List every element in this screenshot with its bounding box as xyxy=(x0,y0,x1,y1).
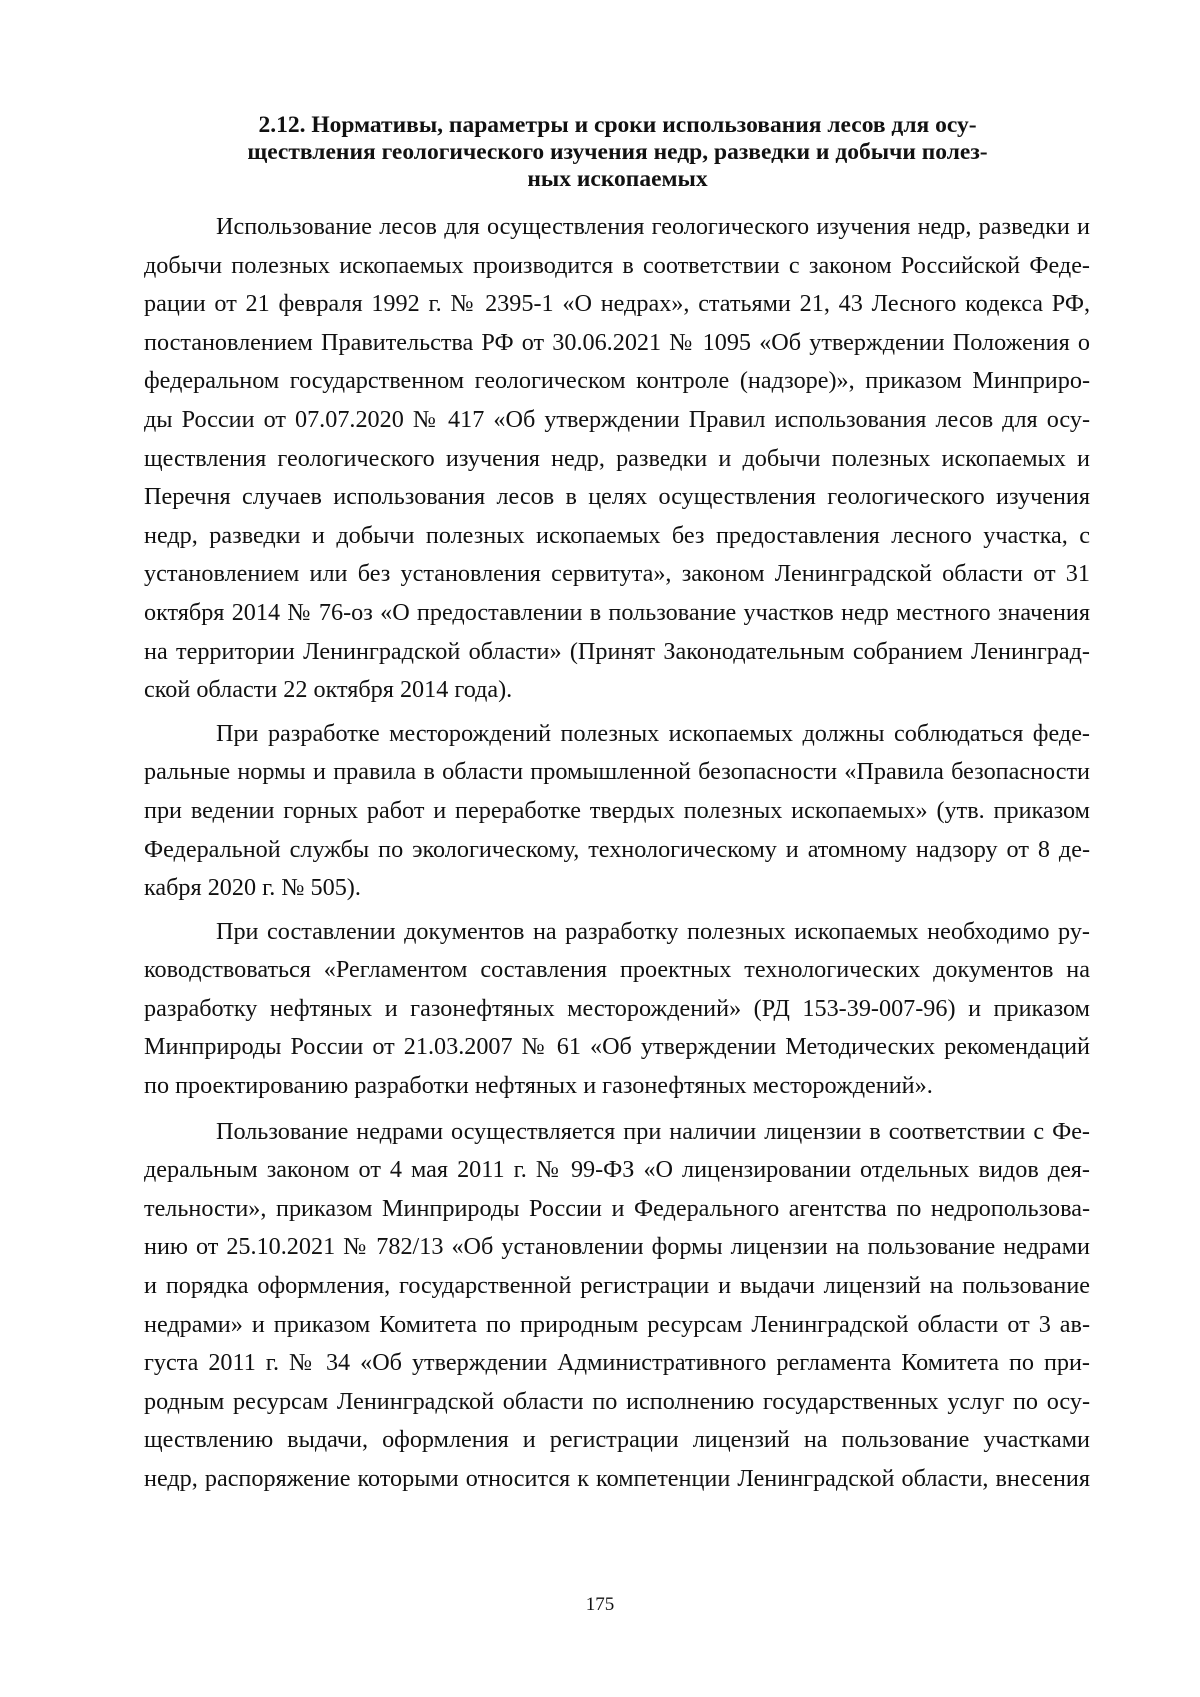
text-line: при ведении горных работ и переработке твердых полезных ископаемых» (утв. приказом xyxy=(144,796,1090,824)
page-number: 175 xyxy=(585,1594,615,1615)
text-line: и порядка оформления, государственной регистрации и выдачи лицензий на пользование xyxy=(144,1272,1090,1300)
section-heading-line: 2.12. Нормативы, параметры и сроки использования лесов для осу- xyxy=(258,112,977,138)
text-line: на территории Ленинградской области» (Принят Законодательным собранием Ленинград- xyxy=(144,637,1090,665)
text-line: кабря 2020 г. № 505). xyxy=(144,874,361,902)
body-text xyxy=(144,208,1090,1499)
text-line: недрами» и приказом Комитета по природным ресурсам Ленинградской области от 3 ав- xyxy=(144,1310,1090,1338)
text-line: тельности», приказом Минприроды России и Федерального агентства по недропользова- xyxy=(144,1194,1090,1222)
section-heading-line: ных ископаемых xyxy=(527,166,708,192)
text-line: Пользование недрами осуществляется при наличии лицензии в соответствии с Фе- xyxy=(216,1117,1090,1145)
text-line: недр, разведки и добычи полезных ископаемых без предоставления лесного участка, с xyxy=(144,521,1090,549)
text-line: Минприроды России от 21.03.2007 № 61 «Об утверждении Методических рекомендаций xyxy=(144,1033,1090,1061)
text-line: октября 2014 № 76-оз «О предоставлении в пользование участков недр местного значения xyxy=(144,598,1090,626)
text-line: ществлению выдачи, оформления и регистрации лицензий на пользование участками xyxy=(144,1426,1090,1454)
paragraph-subsoil-licensing xyxy=(144,1113,1090,1499)
text-line: Перечня случаев использования лесов в целях осуществления геологического изучения xyxy=(144,483,1090,511)
text-line: добычи полезных ископаемых производится в соответствии с законом Российской Феде- xyxy=(144,251,1090,279)
text-line: Использование лесов для осуществления геологического изучения недр, разведки и xyxy=(216,213,1090,240)
paragraph-development-documents xyxy=(144,913,1090,1106)
text-line: по проектированию разработки нефтяных и газонефтяных месторождений». xyxy=(144,1072,933,1100)
text-line: постановлением Правительства РФ от 30.06.2021 № 1095 «Об утверждении Положения о xyxy=(144,328,1090,356)
text-line: разработку нефтяных и газонефтяных месторождений» (РД 153-39-007-96) и приказом xyxy=(144,994,1090,1022)
text-line: ководствоваться «Регламентом составления проектных технологических документов на xyxy=(144,956,1090,984)
text-line: деральным законом от 4 мая 2011 г. № 99-ФЗ «О лицензировании отдельных видов дея- xyxy=(144,1156,1090,1184)
paragraph-forest-use-legal-basis xyxy=(144,208,1090,710)
section-heading xyxy=(150,112,1085,193)
paragraph-industrial-safety xyxy=(144,715,1090,908)
text-line: родным ресурсам Ленинградской области по исполнению государственных услуг по осу- xyxy=(144,1387,1090,1415)
text-line: При составлении документов на разработку полезных ископаемых необходимо ру- xyxy=(216,917,1090,945)
text-line: нию от 25.10.2021 № 782/13 «Об установлении формы лицензии на пользование недрами xyxy=(144,1233,1090,1261)
text-line: федеральном государственном геологическом контроле (надзоре)», приказом Минприро- xyxy=(144,367,1090,395)
text-line: недр, распоряжение которыми относится к компетенции Ленинградской области, внесения xyxy=(144,1465,1090,1492)
text-line: ды России от 07.07.2020 № 417 «Об утверждении Правил использования лесов для осу- xyxy=(144,405,1090,433)
text-line: ществления геологического изучения недр, разведки и добычи полезных ископаемых и xyxy=(144,444,1090,472)
text-line: ральные нормы и правила в области промышленной безопасности «Правила безопасности xyxy=(144,758,1090,786)
text-line: Федеральной службы по экологическому, технологическому и атомному надзору от 8 де- xyxy=(144,835,1090,863)
text-line: ской области 22 октября 2014 года). xyxy=(144,676,513,704)
text-line: При разработке месторождений полезных ископаемых должны соблюдаться феде- xyxy=(216,719,1090,747)
text-line: установлением или без установления сервитута», законом Ленинградской области от 31 xyxy=(144,560,1090,588)
text-line: густа 2011 г. № 34 «Об утверждении Административного регламента Комитета по при- xyxy=(144,1349,1090,1377)
section-heading-line: ществления геологического изучения недр, разведки и добычи полез- xyxy=(247,139,988,165)
text-line: рации от 21 февраля 1992 г. № 2395-1 «О недрах», статьями 21, 43 Лесного кодекса РФ, xyxy=(144,290,1090,318)
